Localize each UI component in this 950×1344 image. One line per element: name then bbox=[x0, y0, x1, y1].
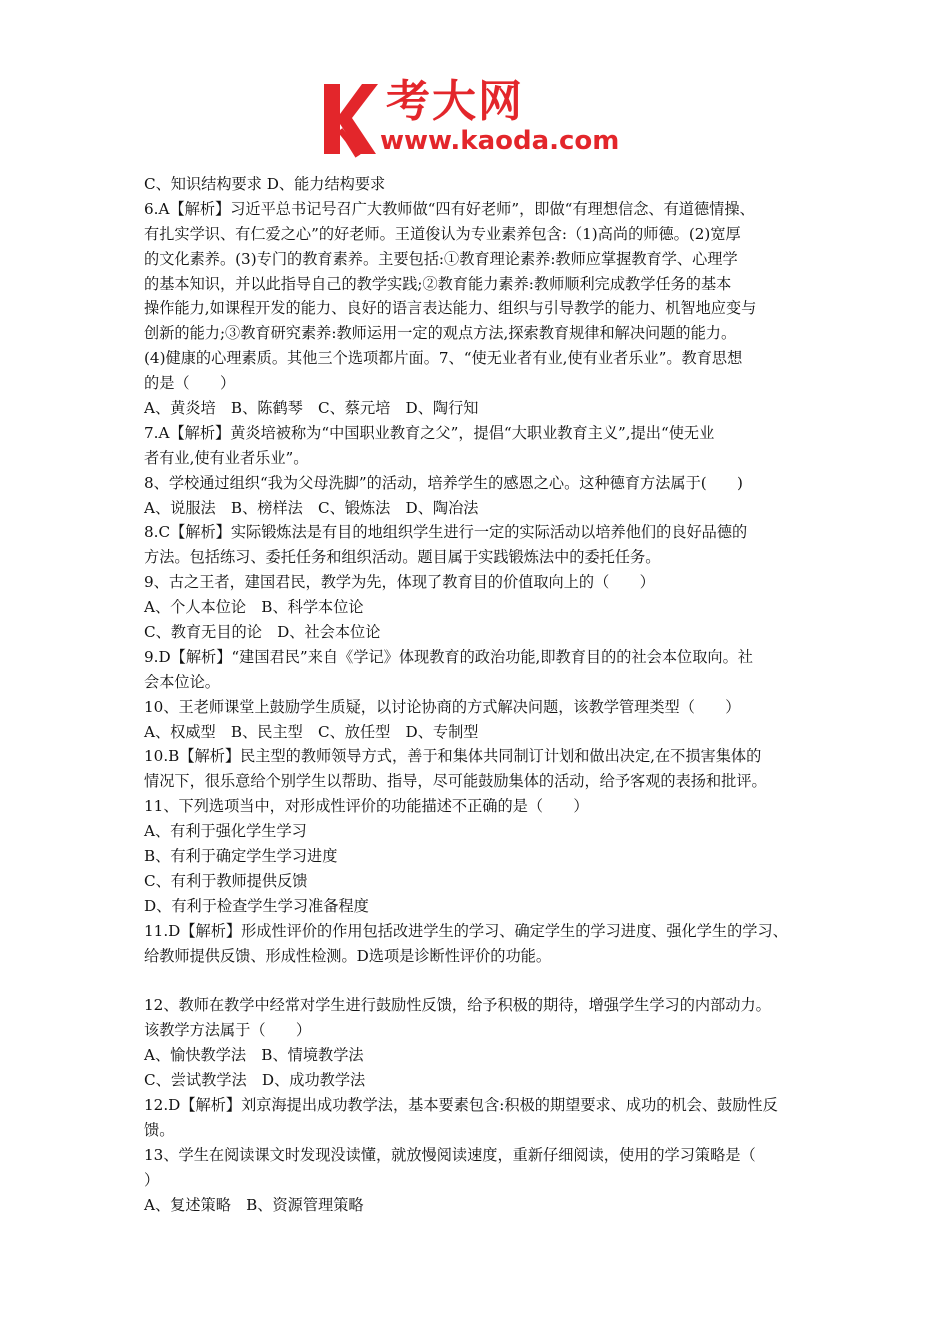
kaoda-logo bbox=[318, 76, 638, 160]
text-line: 会本位论。 bbox=[144, 672, 220, 691]
text-line: 馈。 bbox=[144, 1120, 175, 1139]
text-line: 情况下，很乐意给个别学生以帮助、指导，尽可能鼓励集体的活动，给予客观的表扬和批评。 bbox=[144, 772, 767, 791]
logo-chinese-text: 考大网 bbox=[386, 76, 524, 127]
text-line: 操作能力,如课程开发的能力、良好的语言表达能力、组织与引导教学的能力、机智地应变与 bbox=[144, 299, 757, 318]
text-line: 者有业,使有业者乐业”。 bbox=[144, 448, 309, 467]
text-line: 给教师提供反馈、形成性检测。D选项是诊断性评价的功能。 bbox=[144, 946, 552, 965]
logo-url-text: www.kaoda.com bbox=[380, 126, 620, 156]
blank-line bbox=[144, 969, 816, 994]
answer-10-explanation: 10.B【解析】民主型的教师领导方式，善于和集体共同制订计划和做出决定,在不损害集体的 bbox=[144, 747, 762, 766]
question-9-options: A、个人本位论 B、科学本位论 bbox=[144, 598, 364, 617]
text-line: 的是（ ） bbox=[144, 374, 236, 393]
text-line: 的文化素养。(3)专门的教育素养。主要包括:①教育理论素养:教师应掌握教育学、心理学 bbox=[144, 249, 738, 268]
question-12-options: A、愉快教学法 B、情境教学法 bbox=[144, 1046, 364, 1065]
text-line: 创新的能力;③教育研究素养:教师运用一定的观点方法,探索教育规律和解决问题的能力。 bbox=[144, 324, 737, 343]
question-11-text: 11、下列选项当中，对形成性评价的功能描述不正确的是（ ） bbox=[144, 797, 589, 816]
text-line: ） bbox=[144, 1170, 160, 1189]
question-13-text: 13、学生在阅读课文时发现没读懂，就放慢阅读速度，重新仔细阅读，使用的学习策略是（ bbox=[144, 1145, 756, 1164]
question-11-option-c: C、有利于教师提供反馈 bbox=[144, 871, 308, 890]
text-line: C、知识结构要求 D、能力结构要求 bbox=[144, 175, 386, 193]
question-12-options: C、尝试教学法 D、成功教学法 bbox=[144, 1071, 366, 1090]
question-9-text: 9、古之王者，建国君民，教学为先，体现了教育目的价值取向上的（ ） bbox=[144, 573, 655, 592]
question-10-options: A、权威型 B、民主型 C、放任型 D、专制型 bbox=[144, 722, 479, 741]
k-logo-icon bbox=[318, 80, 380, 158]
text-line: 该教学方法属于（ ） bbox=[144, 1021, 312, 1040]
text-line: 方法。包括练习、委托任务和组织活动。题目属于实践锻炼法中的委托任务。 bbox=[144, 548, 661, 567]
question-8-options: A、说服法 B、榜样法 C、锻炼法 D、陶冶法 bbox=[144, 498, 479, 517]
answer-12-explanation: 12.D【解析】刘京海提出成功教学法，基本要素包含:积极的期望要求、成功的机会、鼓励性反 bbox=[144, 1095, 778, 1114]
question-11-option-d: D、有利于检查学生学习准备程度 bbox=[144, 896, 369, 915]
question-7-options: A、黄炎培 B、陈鹤琴 C、蔡元培 D、陶行知 bbox=[144, 399, 479, 418]
answer-7-explanation: 7.A【解析】黄炎培被称为“中国职业教育之父”，提倡“大职业教育主义”,提出“使无业 bbox=[144, 423, 715, 442]
question-12-text: 12、教师在教学中经常对学生进行鼓励性反馈，给予积极的期待，增强学生学习的内部动力。 bbox=[144, 996, 771, 1015]
question-9-options: C、教育无目的论 D、社会本位论 bbox=[144, 623, 381, 642]
answer-9-explanation: 9.D【解析】“建国君民”来自《学记》体现教育的政治功能,即教育目的的社会本位取向。社 bbox=[144, 647, 753, 666]
text-line: 的基本知识，并以此指导自己的教学实践;②教育能力素养:教师顺利完成教学任务的基本 bbox=[144, 274, 732, 293]
text-line: 有扎实学识、有仁爱之心”的好老师。王道俊认为专业素养包含:（1)高尚的师德。(2)宽厚 bbox=[144, 224, 741, 243]
question-11-option-b: B、有利于确定学生学习进度 bbox=[144, 847, 338, 866]
answer-6-explanation: 6.A【解析】习近平总书记号召广大教师做“四有好老师”，即做“有理想信念、有道德情操、 bbox=[144, 199, 755, 218]
question-11-option-a: A、有利于强化学生学习 bbox=[144, 822, 307, 841]
question-7-text: (4)健康的心理素质。其他三个选项都片面。7、“使无业者有业,使有业者乐业”。教育思想 bbox=[144, 349, 743, 368]
question-13-options: A、复述策略 B、资源管理策略 bbox=[144, 1195, 364, 1214]
question-10-text: 10、王老师课堂上鼓励学生质疑，以讨论协商的方式解决问题，该教学管理类型（ ） bbox=[144, 697, 741, 716]
answer-11-explanation: 11.D【解析】形成性评价的作用包括改进学生的学习、确定学生的学习进度、强化学生的学习、 bbox=[144, 921, 788, 940]
question-8-text: 8、学校通过组织“我为父母洗脚”的活动，培养学生的感恩之心。这种德育方法属于( ) bbox=[144, 473, 743, 492]
document-body bbox=[144, 172, 816, 1217]
answer-8-explanation: 8.C【解析】实际锻炼法是有目的地组织学生进行一定的实际活动以培养他们的良好品德的 bbox=[144, 523, 748, 542]
